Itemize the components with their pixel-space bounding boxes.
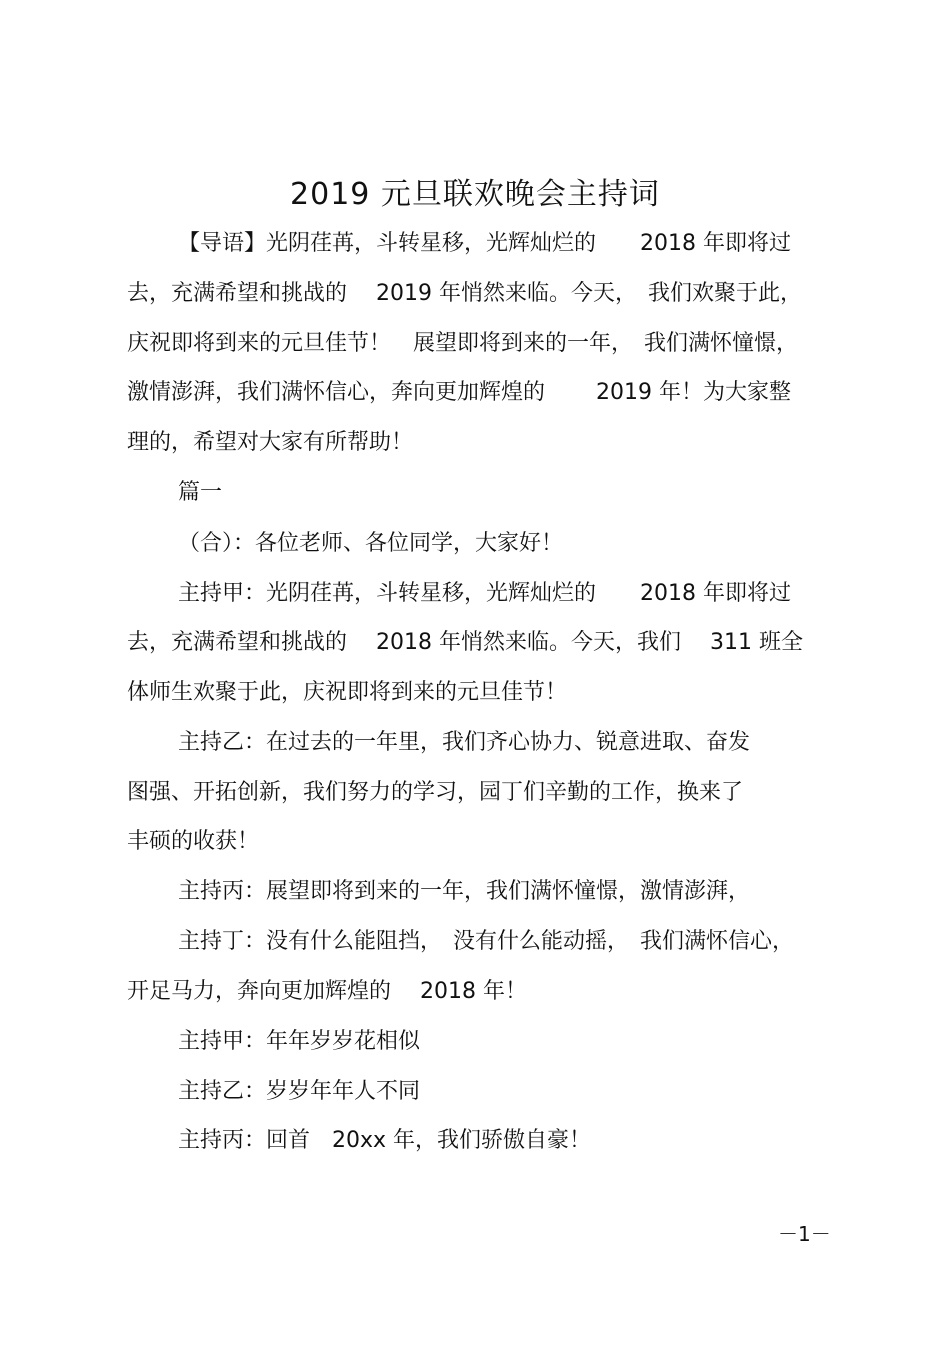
- paragraph-line: 主持丙：回首 20xx 年，我们骄傲自豪！: [178, 1128, 592, 1153]
- paragraph-line: （合）：各位老师、各位同学，大家好！: [178, 531, 564, 556]
- paragraph-line: 主持丁：没有什么能阻挡， 没有什么能动摇， 我们满怀信心，: [178, 929, 795, 954]
- section-heading: 篇一: [178, 480, 223, 505]
- paragraph-line: 图强、开拓创新，我们努力的学习，园丁们辛勤的工作，换来了: [127, 780, 744, 805]
- paragraph-line: 去，充满希望和挑战的 2019 年悄然来临。今天， 我们欢聚于此，: [127, 281, 802, 306]
- paragraph-line: 开足马力，奔向更加辉煌的 2018 年！: [127, 979, 527, 1004]
- paragraph-line: 主持乙：岁岁年年人不同: [178, 1079, 421, 1104]
- paragraph-line: 主持丙：展望即将到来的一年，我们满怀憧憬，激情澎湃，: [178, 879, 751, 904]
- paragraph-line: 【导语】光阴荏苒，斗转星移，光辉灿烂的 2018 年即将过: [178, 231, 791, 256]
- paragraph-line: 体师生欢聚于此，庆祝即将到来的元旦佳节！: [127, 680, 568, 705]
- paragraph-line: 庆祝即将到来的元旦佳节！ 展望即将到来的一年， 我们满怀憧憬，: [127, 331, 799, 356]
- paragraph-line: 去，充满希望和挑战的 2018 年悄然来临。今天，我们 311 班全: [127, 630, 803, 655]
- paragraph-line: 主持甲：光阴荏苒，斗转星移，光辉灿烂的 2018 年即将过: [178, 581, 791, 606]
- paragraph-line: 丰硕的收获！: [127, 829, 260, 854]
- page-number: －1－: [778, 1222, 831, 1246]
- paragraph-line: 主持甲：年年岁岁花相似: [178, 1029, 421, 1054]
- paragraph-line: 理的，希望对大家有所帮助！: [127, 430, 414, 455]
- paragraph-line: 主持乙：在过去的一年里，我们齐心协力、锐意进取、奋发: [178, 730, 751, 755]
- document-title: 2019 元旦联欢晚会主持词: [290, 177, 660, 212]
- paragraph-line: 激情澎湃，我们满怀信心，奔向更加辉煌的 2019 年！为大家整: [127, 380, 791, 405]
